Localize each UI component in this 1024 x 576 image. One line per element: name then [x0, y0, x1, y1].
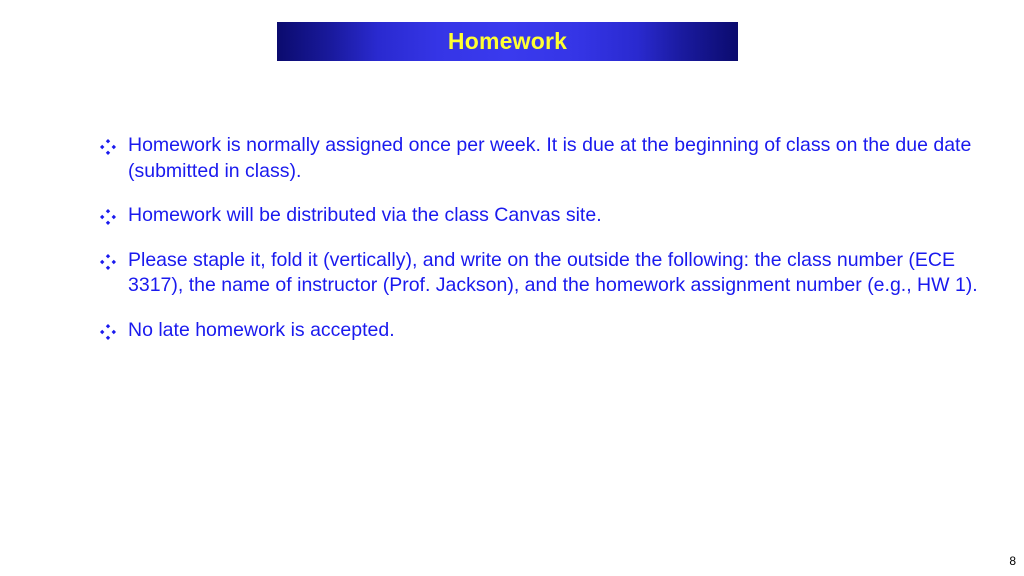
diamond-bullet-icon: [100, 209, 116, 225]
diamond-bullet-icon: [100, 254, 116, 270]
bullet-text: No late homework is accepted.: [128, 318, 395, 341]
diamond-bullet-icon: [100, 139, 116, 155]
title-banner: [277, 22, 738, 61]
bullet-list: [100, 133, 980, 362]
bullet-item: [100, 248, 980, 299]
bullet-item: [100, 318, 980, 344]
bullet-text: Homework is normally assigned once per week. It is due at the beginning of class on the due date (submitted in class).: [128, 134, 972, 182]
slide-title: Homework: [447, 28, 568, 54]
bullet-text: Homework will be distributed via the class Canvas site.: [128, 204, 602, 226]
bullet-item: [100, 133, 980, 184]
bullet-item: [100, 203, 980, 229]
bullet-text: Please staple it, fold it (vertically), and write on the outside the following: the class number (ECE 3317), the name of instructor (Prof. Jackson), and the homework assignment number (e.g., HW 1).: [128, 248, 978, 296]
diamond-bullet-icon: [100, 324, 116, 340]
page-number: 8: [1009, 554, 1016, 568]
